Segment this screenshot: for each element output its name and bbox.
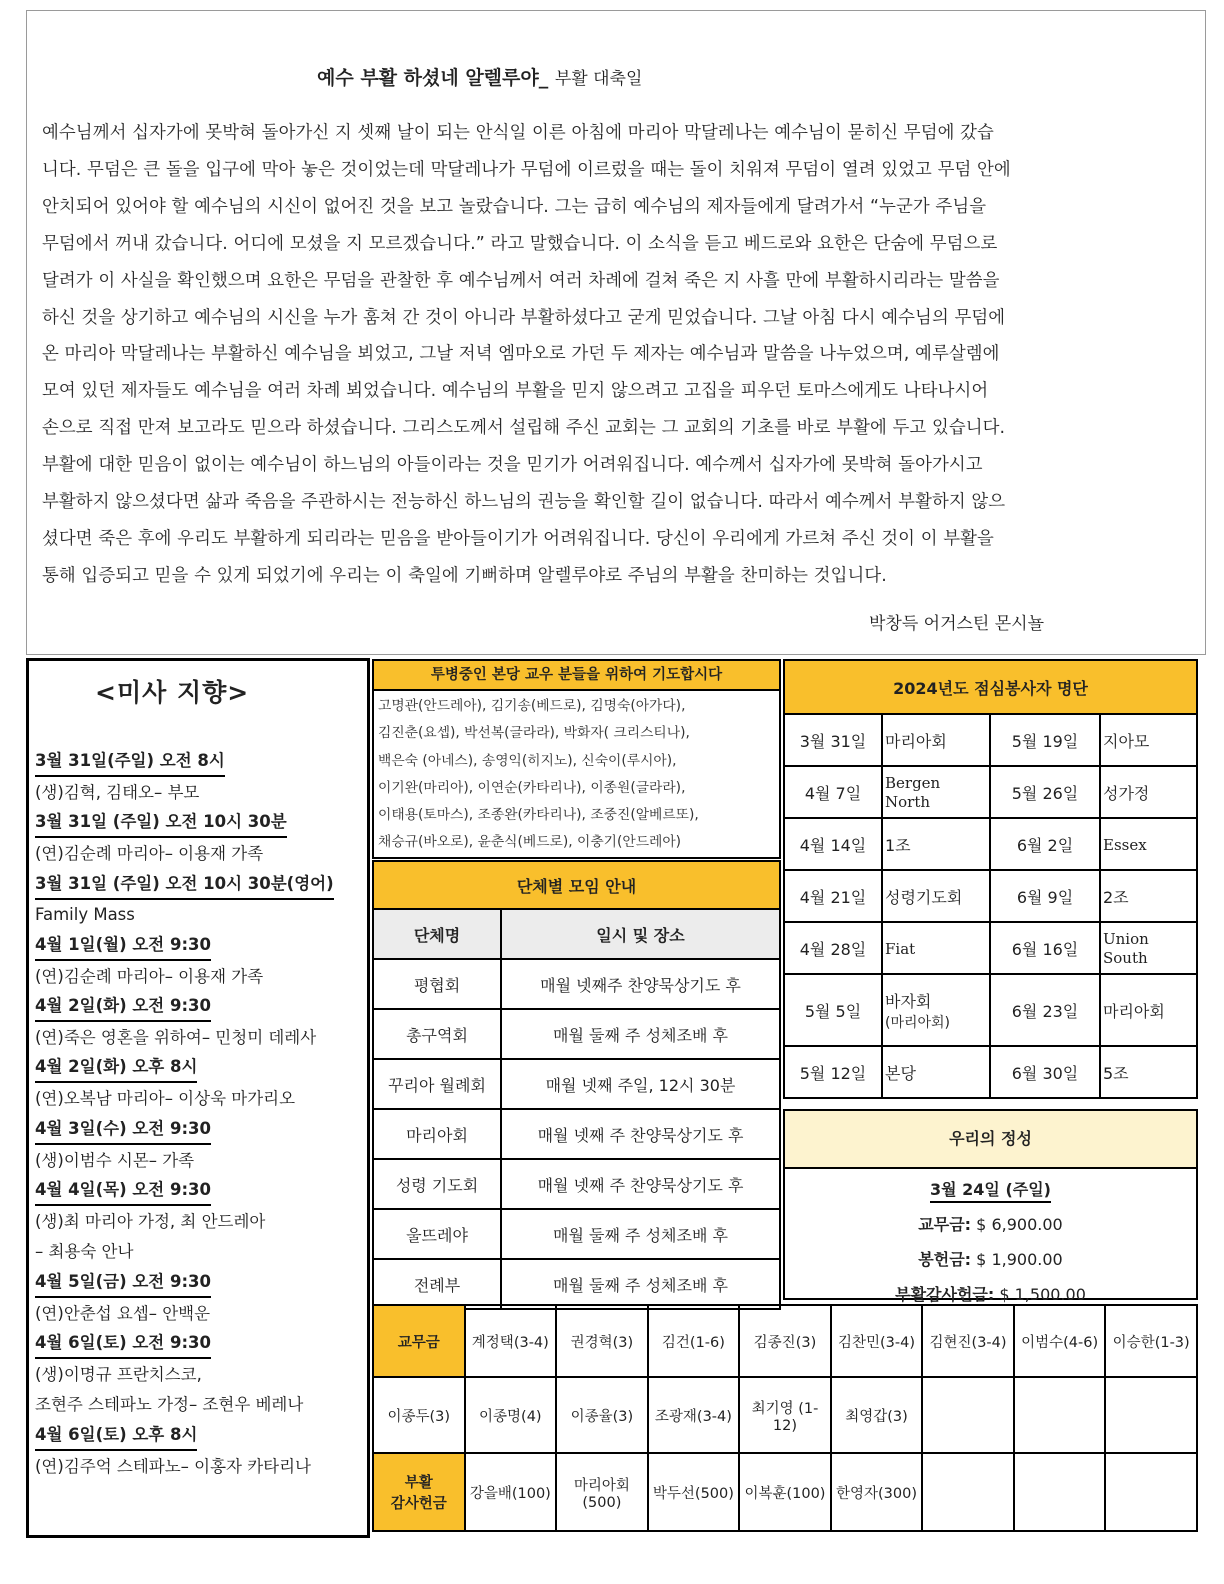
group-name: 꾸리아 월례회 [373,1059,501,1109]
group-name: 울뜨레야 [373,1209,501,1259]
lunch-date: 4월 21일 [784,870,882,922]
mass-entry-date: 4월 1일(월) 오전 9:30 [35,931,211,961]
dues-donor: 김건(1-6) [648,1305,740,1377]
lunch-group-name: Bergen North [885,774,941,811]
group-meetings-title: 단체별 모임 안내 [373,861,780,909]
article-title-main: 예수 부활 하셨네 알렐루야_ [317,67,549,89]
mass-entry-date: 4월 5일(금) 오전 9:30 [35,1268,211,1298]
easter-donor: 이복훈(100) [739,1453,831,1531]
offering-items [785,1212,1196,1305]
group-time: 매월 둘째 주 성체조배 후 [501,1259,780,1309]
prayer-name-line: 김진춘(요셉), 박선복(글라라), 박화자( 크리스티나), [378,725,690,742]
article-author: 박창득 어거스틴 몬시뇰 [869,614,1045,634]
offering-title: 우리의 정성 [785,1111,1196,1169]
mass-entry [35,931,365,962]
dues-donor: 이종율(3) [556,1377,648,1453]
lunch-group-name: Union South [1103,930,1149,967]
prayer-name-line: 이기완(마리아), 이연순(카타리나), 이종원(글라라), [378,779,686,796]
lunch-group [1100,1046,1197,1098]
mass-entry-intention: (생)이명규 프란치스코, [35,1364,202,1384]
lunch-volunteers-table [783,659,1198,1099]
lunch-date: 6월 30일 [990,1046,1100,1098]
offering-label: 봉헌금: [918,1250,972,1269]
dues-donor [922,1377,1014,1453]
lunch-group-sub: (마리아회) [885,1014,951,1031]
dues-donor: 권경혁(3) [556,1305,648,1377]
lunch-group [1100,818,1197,870]
group-row [373,1159,780,1209]
lunch-group [1100,974,1197,1046]
offering-line [785,1282,1196,1305]
dues-donor: 이종명(4) [465,1377,557,1453]
group-time: 매월 둘째 주 성체조배 후 [501,1009,780,1059]
mass-entry [35,992,365,1023]
lunch-date: 5월 5일 [784,974,882,1046]
prayer-names [374,691,779,859]
lunch-date: 5월 12일 [784,1046,882,1098]
article-line: 안치되어 있어야 할 예수님의 시신이 없어진 것을 보고 놀랐습니다. 그는 급히 예수님의 제자들에게 달려가서 “누군가 주님을 [42,196,987,217]
mass-entry-intention: (생)최 마리아 가정, 최 안드레아 [35,1211,266,1231]
lunch-group [1100,922,1197,974]
easter-donor: 박두선(500) [648,1453,740,1531]
lunch-date: 5월 26일 [990,766,1100,818]
group-name: 총구역회 [373,1009,501,1059]
mass-entry-intention: (생)김혁, 김태오– 부모 [35,782,200,802]
group-name: 평협회 [373,959,501,1009]
article-line: 예수님께서 십자가에 못박혀 돌아가신 지 셋째 날이 되는 안식일 이른 아침에 마리아 막달레나는 예수님이 묻히신 무덤에 갔습 [42,123,994,143]
group-time: 매월 넷째 주 찬양묵상기도 후 [501,1109,780,1159]
lunch-group-name: 성가정 [1103,783,1150,803]
article-subtitle: 부활 대축일 [554,69,643,89]
offering-label: 부활감사헌금: [895,1285,995,1304]
lunch-group [882,714,990,766]
group-row [373,1059,780,1109]
mass-entry [35,1176,365,1207]
lunch-group-name: 1조 [885,835,911,855]
mass-entry-date: 4월 6일(토) 오전 9:30 [35,1329,211,1359]
dues-donor [1105,1377,1197,1453]
lunch-group-name: 마리아회 [1103,1001,1165,1021]
group-row [373,1259,780,1309]
mass-entry [35,747,365,778]
dues-donor: 이범수(4-6) [1014,1305,1106,1377]
lunch-group-name: 본당 [885,1063,916,1083]
lunch-row [784,766,1197,818]
mass-entry-date: 4월 2일(화) 오후 8시 [35,1053,197,1083]
group-name-header: 단체명 [373,909,501,959]
group-name: 전례부 [373,1259,501,1309]
dues-donor: 이승한(1-3) [1105,1305,1197,1377]
mass-entry-date: 4월 2일(화) 오전 9:30 [35,992,211,1022]
easter-donor [922,1453,1014,1531]
easter-donor: 마리아회 (500) [556,1453,648,1531]
dues-donor: 조광재(3-4) [648,1377,740,1453]
mass-intentions-list [35,747,365,1482]
dues-donor: 김찬민(3-4) [831,1305,923,1377]
article-line: 손으로 직접 만져 보고라도 믿으라 하셨습니다. 그리스도께서 설립해 주신 교회는 그 교회의 기초를 바로 부활에 두고 있습니다. [42,418,1006,439]
mass-entry [35,1329,365,1360]
lunch-group-name: 마리아회 [885,731,947,751]
mass-entry-intention: (연)김순례 마리아– 이용재 가족 [35,966,264,986]
lunch-row [784,714,1197,766]
mass-entry-intention: (연)김주억 스테파노– 이홍자 카타리나 [35,1456,311,1476]
mass-entry-intention: – 최용숙 안나 [35,1242,134,1262]
lunch-group [882,974,990,1046]
dues-donor: 최기영 (1-12) [739,1377,831,1453]
mass-entry-intention: (연)오복남 마리아– 이상욱 마가리오 [35,1089,296,1109]
mass-entry-intention: (연)김순례 마리아– 이용재 가족 [35,844,264,864]
lunch-group [882,818,990,870]
prayer-box [372,659,781,859]
lunch-date: 6월 2일 [990,818,1100,870]
lunch-date: 6월 9일 [990,870,1100,922]
lunch-group [882,870,990,922]
group-time: 매월 넷째주 찬양묵상기도 후 [501,959,780,1009]
group-time: 매월 넷째 주일, 12시 30분 [501,1059,780,1109]
easter-donor: 강을배(100) [465,1453,557,1531]
group-meetings-table [372,860,781,1310]
prayer-name-line: 백은숙 (아네스), 송영익(히지노), 신숙이(루시아), [378,752,677,769]
dues-donor: 김종진(3) [739,1305,831,1377]
lunch-date: 3월 31일 [784,714,882,766]
article-line: 하신 것을 상기하고 예수님의 시신을 누가 훔쳐 간 것이 아니라 부활하셨다고 굳게 믿었습니다. 그날 아침 다시 예수님의 무덤에 [42,307,1006,328]
offering-box [783,1109,1198,1304]
article-line: 달려가 이 사실을 확인했으며 요한은 무덤을 관찰한 후 예수님께서 여러 차례에 걸쳐 죽은 지 사흘 만에 부활하시리라는 말씀을 [42,270,1000,291]
dues-label: 교무금 [373,1305,465,1377]
prayer-title: 투병중인 본당 교우 분들을 위하여 기도합시다 [374,661,779,691]
offering-label: 교무금: [918,1215,972,1234]
easter-donor: 한영자(300) [831,1453,923,1531]
mass-entry-intention: (생)이범수 시몬– 가족 [35,1150,195,1170]
group-row [373,1109,780,1159]
lunch-group [1100,766,1197,818]
mass-entry-date: 3월 31일(주일) 오전 8시 [35,747,225,777]
lunch-group [882,766,990,818]
article-body [42,115,1190,595]
group-time: 매월 둘째 주 성체조배 후 [501,1209,780,1259]
easter-offering-label-2: 감사헌금 [390,1496,447,1512]
mass-entry [35,1268,365,1299]
mass-entry [35,1115,365,1146]
offering-date: 3월 24일 (주일) [930,1180,1051,1203]
donors-table [372,1304,1198,1532]
mass-entry-intention: (연)죽은 영혼을 위하여– 민청미 데레사 [35,1027,317,1047]
lunch-date: 6월 16일 [990,922,1100,974]
dues-donor: 김현진(3-4) [922,1305,1014,1377]
easter-donor [1105,1453,1197,1531]
offering-amount: $ 1,900.00 [976,1250,1063,1269]
lunch-group [1100,714,1197,766]
mass-entry-date: 3월 31일 (주일) 오전 10시 30분 [35,808,287,838]
lunch-group-name: Essex [1103,835,1147,854]
offering-amount: $ 6,900.00 [976,1215,1063,1234]
article-line: 무덤에서 꺼내 갔습니다. 어디에 모셨을 지 모르겠습니다.” 라고 말했습니다. 이 소식을 듣고 베드로와 요한은 단숨에 무덤으로 [42,233,998,254]
mass-entry-intention: 조현주 스테파노 가정– 조현우 베레나 [35,1395,304,1415]
prayer-name-line: 고명관(안드레아), 김기송(베드로), 김명숙(아가다), [378,698,686,714]
lunch-group-name: 지아모 [1103,731,1150,751]
dues-donor: 계정택(3-4) [465,1305,557,1377]
article-line: 모여 있던 제자들도 예수님을 여러 차례 뵈었습니다. 예수님의 부활을 믿지 않으려고 고집을 피우던 토마스에게도 나타나시어 [42,381,989,402]
mass-entry-date: 3월 31일 (주일) 오전 10시 30분(영어) [35,870,334,900]
offering-line [785,1247,1196,1270]
dues-donor: 최영갑(3) [831,1377,923,1453]
mass-entry [35,1421,365,1452]
lunch-date: 5월 19일 [990,714,1100,766]
lunch-group [882,922,990,974]
lunch-group-name: 성령기도회 [885,887,963,907]
easter-offering-label-1: 부활 [404,1475,433,1491]
group-time-header: 일시 및 장소 [501,909,780,959]
offering-line [785,1212,1196,1235]
dues-donor: 이종두(3) [373,1377,465,1453]
lunch-group-name: 2조 [1103,887,1129,907]
mass-entry-date: 4월 4일(목) 오전 9:30 [35,1176,211,1206]
lunch-group [1100,870,1197,922]
group-row [373,959,780,1009]
easter-donor [1014,1453,1106,1531]
article-line: 니다. 무덤은 큰 돌을 입구에 막아 놓은 것이었는데 막달레나가 무덤에 이르렀을 때는 돌이 치워져 무덤이 열려 있었고 무덤 안에 [42,159,1011,180]
lunch-volunteers-title: 2024년도 점심봉사자 명단 [784,660,1197,714]
article-title [317,63,642,90]
article-line: 부활하지 않으셨다면 삶과 죽음을 주관하시는 전능하신 하느님의 권능을 확인할 길이 없습니다. 따라서 예수께서 부활하지 않으 [42,492,1006,513]
lunch-date: 4월 28일 [784,922,882,974]
mass-entry [35,870,365,901]
group-name: 마리아회 [373,1109,501,1159]
article-line: 부활에 대한 믿음이 없이는 예수님이 하느님의 아들이라는 것을 믿기가 어려워집니다. 예수께서 십자가에 못박혀 돌아가시고 [42,455,983,476]
group-name: 성령 기도회 [373,1159,501,1209]
lunch-group-name: Fiat [885,939,916,958]
lunch-group-name: 바자회 [885,991,932,1011]
easter-offering-label [373,1453,465,1531]
lunch-date: 6월 23일 [990,974,1100,1046]
lunch-group-name: 5조 [1103,1063,1129,1083]
lunch-row [784,818,1197,870]
lunch-row [784,922,1197,974]
group-time: 매월 넷째 주 찬양묵상기도 후 [501,1159,780,1209]
lunch-row [784,870,1197,922]
prayer-name-line: 채승규(바오로), 윤춘식(베드로), 이충기(안드레아) [378,834,682,851]
mass-entry [35,808,365,839]
lunch-row [784,1046,1197,1098]
prayer-name-line: 이태용(토마스), 조종완(카타리나), 조중진(알베르또), [378,807,699,824]
offering-amount: $ 1,500.00 [999,1285,1086,1304]
mass-entry-date: 4월 3일(수) 오전 9:30 [35,1115,211,1145]
group-row [373,1009,780,1059]
group-row [373,1209,780,1259]
lunch-group [882,1046,990,1098]
lunch-date: 4월 7일 [784,766,882,818]
dues-donor [1014,1377,1106,1453]
mass-entry-date: 4월 6일(토) 오후 8시 [35,1421,197,1451]
mass-entry-intention: (연)안춘섭 요셉– 안백운 [35,1303,211,1323]
mass-entry [35,1053,365,1084]
mass-entry-intention: Family Mass [35,905,135,925]
article-line: 통해 입증되고 믿을 수 있게 되었기에 우리는 이 축일에 기뻐하며 알렐루야로 주님의 부활을 찬미하는 것입니다. [42,565,887,586]
offering-date-wrap [785,1177,1196,1200]
article-line: 셨다면 죽은 후에 우리도 부활하게 되리라는 믿음을 받아들이기가 어려워집니다. 당신이 우리에게 가르쳐 주신 것이 이 부활을 [42,528,994,549]
lunch-date: 4월 14일 [784,818,882,870]
mass-intentions-box [26,658,370,1538]
article-box [26,10,1206,655]
mass-intentions-title: <미사 지향> [95,678,250,707]
lunch-row [784,974,1197,1046]
article-line: 온 마리아 막달레나는 부활하신 예수님을 뵈었고, 그날 저녁 엠마오로 가던 두 제자는 예수님과 말씀을 나누었으며, 예루살렘에 [42,344,1000,365]
